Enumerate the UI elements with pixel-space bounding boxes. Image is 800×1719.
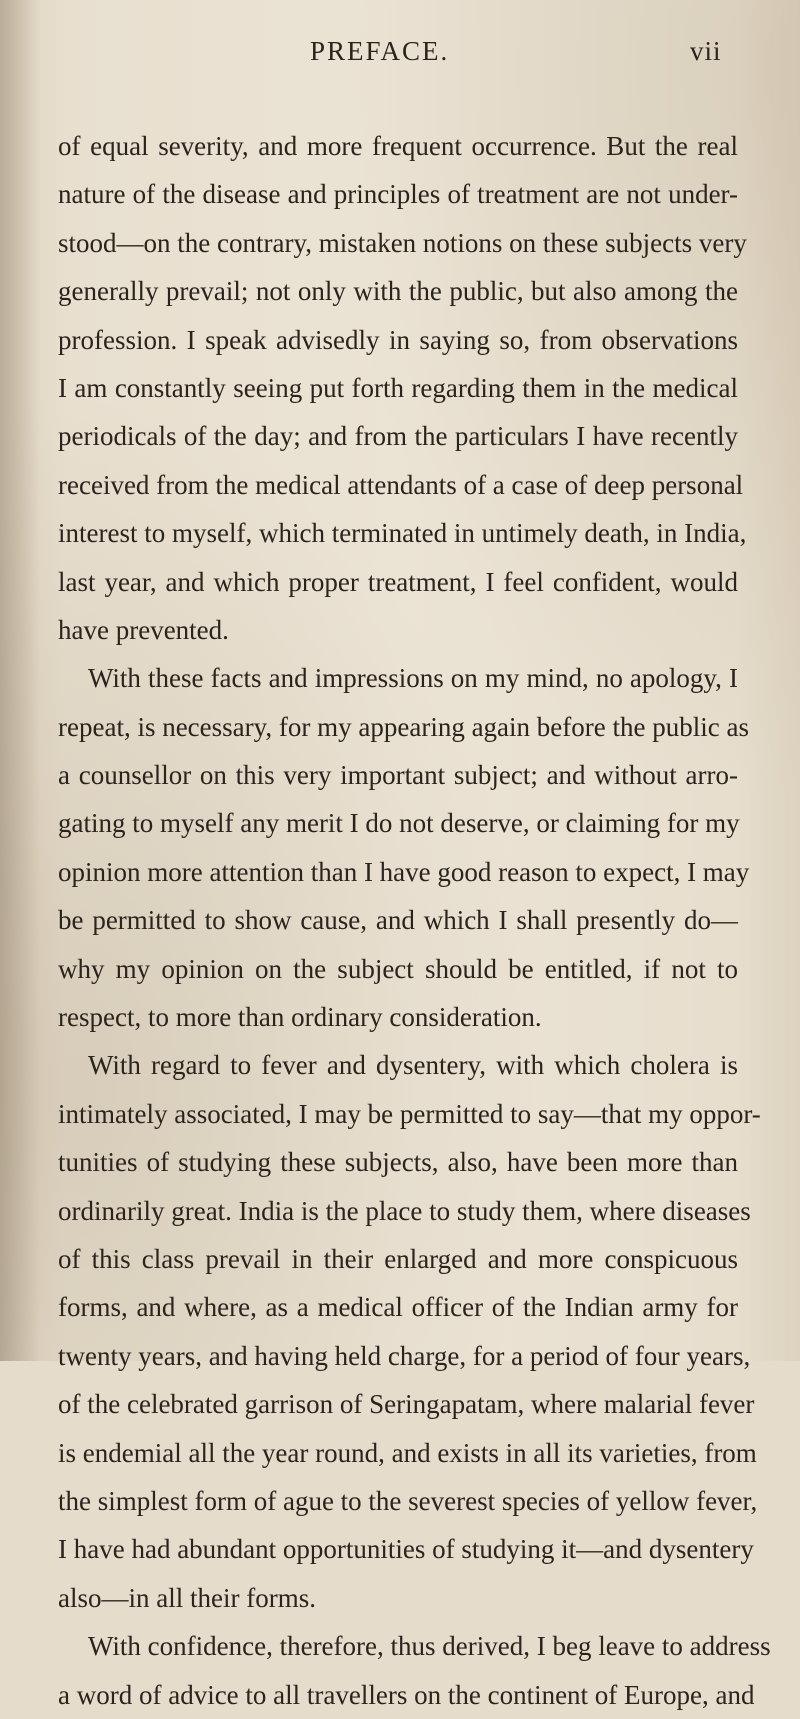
text-line: a counsellor on this very important subject; and without arro- <box>58 760 738 791</box>
text-line: also—in all their forms. <box>58 1582 316 1613</box>
text-line: of the celebrated garrison of Seringapatam, where malarial fever <box>58 1389 755 1420</box>
text-line: the simplest form of ague to the severest species of yellow fever, <box>58 1485 758 1516</box>
page-edge-shadow <box>0 0 40 1361</box>
text-line: twenty years, and having held charge, for a period of four years, <box>58 1340 751 1371</box>
text-line: With regard to fever and dysentery, with which cholera is <box>88 1050 738 1081</box>
text-line: gating to myself any merit I do not deserve, or claiming for my <box>58 808 740 839</box>
body-text <box>58 122 771 1719</box>
text-line: I am constantly seeing put forth regarding them in the medical <box>58 372 738 403</box>
text-line: I have had abundant opportunities of studying it—and dysentery <box>58 1534 754 1565</box>
text-line: repeat, is necessary, for my appearing again before the public as <box>58 711 749 742</box>
text-line: a word of advice to all travellers on the continent of Europe, and <box>58 1679 755 1710</box>
text-line: received from the medical attendants of a case of deep personal <box>58 469 744 500</box>
text-line: forms, and where, as a medical officer of the Indian army for <box>58 1292 738 1323</box>
text-line: With these facts and impressions on my mind, no apology, I <box>88 663 738 694</box>
text-line: respect, to more than ordinary consideration. <box>58 1002 542 1033</box>
text-line: periodicals of the day; and from the particulars I have recently <box>58 421 738 452</box>
page-number: vii <box>690 36 722 66</box>
text-line: be permitted to show cause, and which I shall presently do— <box>58 905 738 936</box>
text-line: stood—on the contrary, mistaken notions on these subjects very <box>58 227 747 258</box>
text-line: ordinarily great. India is the place to study them, where diseases <box>58 1195 751 1226</box>
text-line: last year, and which proper treatment, I feel confident, would <box>58 566 738 597</box>
text-line: With confidence, therefore, thus derived, I beg leave to address <box>88 1631 771 1662</box>
text-line: profession. I speak advisedly in saying so, from observations <box>58 324 738 355</box>
text-line: of this class prevail in their enlarged and more conspicuous <box>58 1243 738 1274</box>
text-line: is endemial all the year round, and exists in all its varieties, from <box>58 1437 757 1468</box>
text-line: nature of the disease and principles of treatment are not under- <box>58 179 738 210</box>
text-line: why my opinion on the subject should be entitled, if not to <box>58 953 738 984</box>
text-line: intimately associated, I may be permitted to say—that my oppor- <box>58 1098 761 1129</box>
text-line: interest to myself, which terminated in untimely death, in India, <box>58 518 747 549</box>
text-line: opinion more attention than I have good reason to expect, I may <box>58 856 750 887</box>
running-head: PREFACE. <box>310 36 450 66</box>
page-header <box>0 36 800 76</box>
text-line: tunities of studying these subjects, also, have been more than <box>58 1147 738 1178</box>
text-line: have prevented. <box>58 614 229 645</box>
text-line: of equal severity, and more frequent occurrence. But the real <box>58 131 738 161</box>
text-line: generally prevail; not only with the public, but also among the <box>58 276 738 307</box>
